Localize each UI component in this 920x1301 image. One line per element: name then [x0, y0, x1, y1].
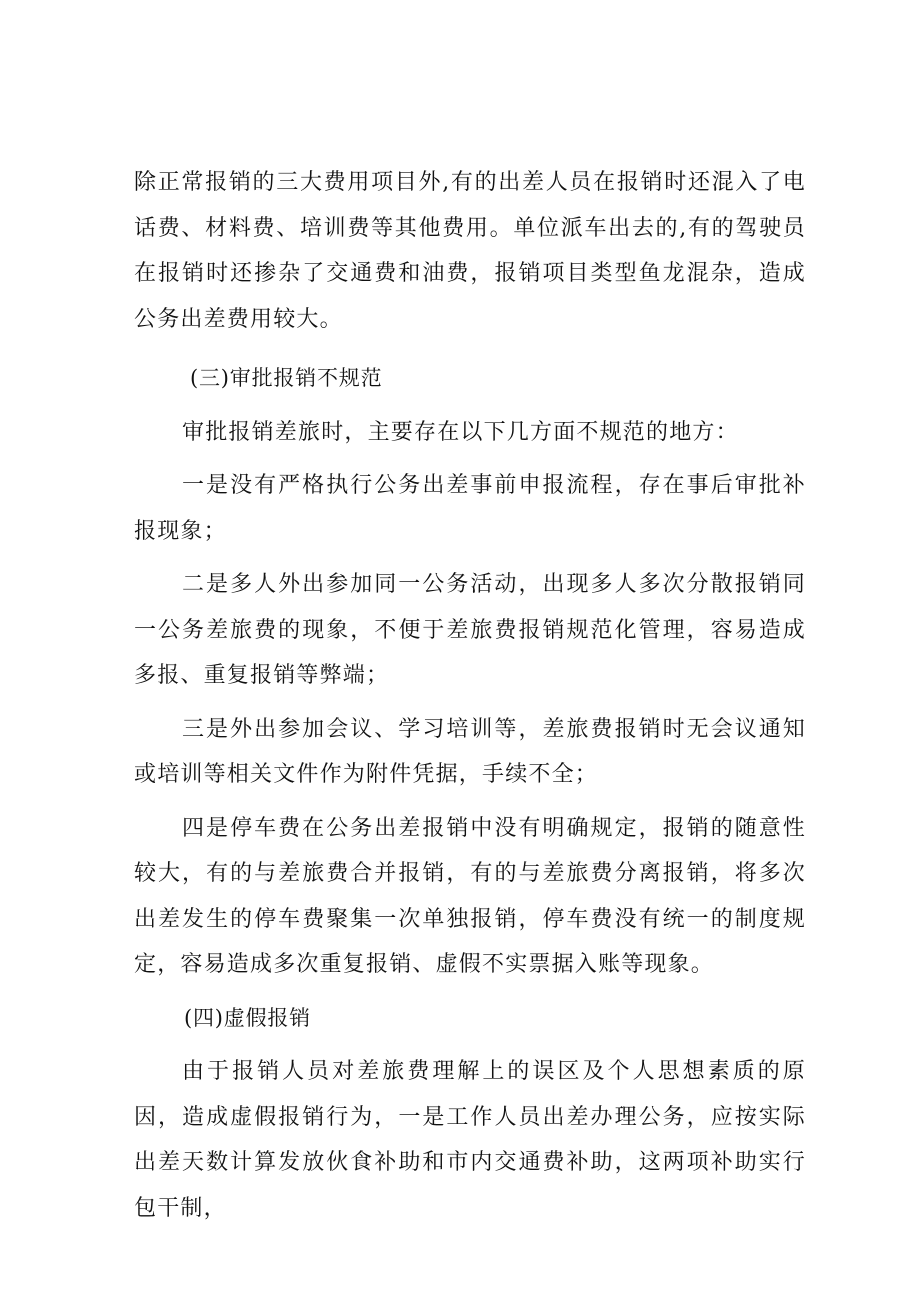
paragraph-approval-point-4: 四是停车费在公务出差报销中没有明确规定，报销的随意性较大，有的与差旅费合并报销，有的与差旅费分离报销，将多次出差发生的停车费聚集一次单独报销，停车费没有统一的制度规定，容易造成多次重复报销、虚假不实票据入账等现象。: [134, 815, 806, 977]
document-body: [134, 160, 806, 1231]
section-heading-approval: (三)审批报销不规范: [190, 366, 383, 390]
paragraph-approval-point-3: 三是外出参加会议、学习培训等，差旅费报销时无会议通知或培训等相关文件作为附件凭据，手续不全；: [134, 716, 806, 787]
paragraph-approval-point-1: 一是没有严格执行公务出差事前申报流程，存在事后审批补报现象；: [134, 473, 806, 544]
paragraph-false-claims: 由于报销人员对差旅费理解上的误区及个人思想素质的原因，造成虚假报销行为，一是工作人员出差办理公务，应按实际出差天数计算发放伙食补助和市内交通费补助，这两项补助实行包干制，: [134, 1059, 806, 1221]
section-heading-false-claims: (四)虚假报销: [184, 1005, 311, 1030]
paragraph-expense-items: 除正常报销的三大费用项目外,有的出差人员在报销时还混入了电话费、材料费、培训费等其他费用。单位派车出去的,有的驾驶员在报销时还掺杂了交通费和油费，报销项目类型鱼龙混杂，造成公务出差费用较大。: [134, 170, 806, 332]
paragraph-approval-point-2: 二是多人外出参加同一公务活动，出现多人多次分散报销同一公务差旅费的现象，不便于差旅费报销规范化管理，容易造成多报、重复报销等弊端；: [134, 572, 806, 688]
paragraph-approval-intro: 审批报销差旅时，主要存在以下几方面不规范的地方：: [182, 419, 739, 445]
